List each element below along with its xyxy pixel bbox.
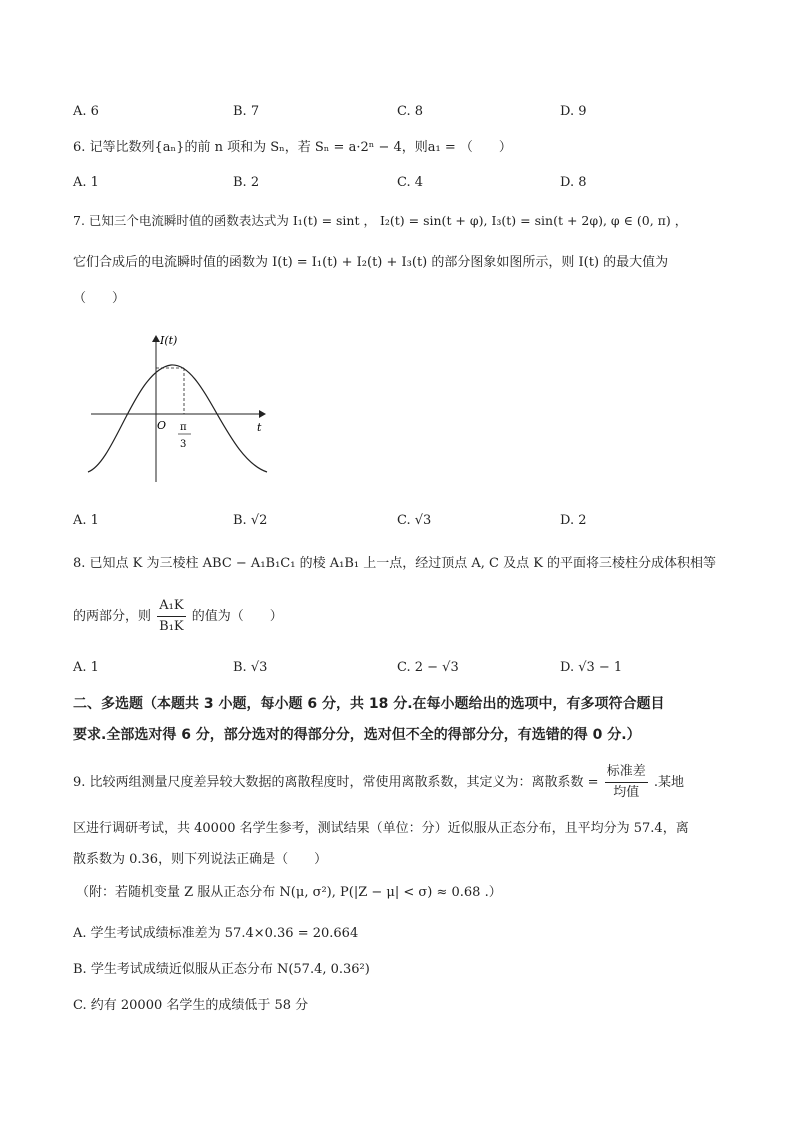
q9-option-a: A. 学生考试成绩标准差为 57.4×0.36 = 20.664 [73, 926, 359, 941]
q9-fraction [605, 762, 648, 803]
q6-option-b: B. 2 [233, 175, 260, 190]
q9-line1-suffix: .某地 [653, 775, 684, 790]
q7-stem-line2: 它们合成后的电流瞬时值的函数为 I(t) = I₁(t) + I₂(t) + I₃(t) 的部分图象如图所示，则 I(t) 的最大值为 [73, 255, 669, 270]
q8-stem-line2 [73, 596, 283, 637]
q8-option-b: B. √3 [233, 660, 268, 675]
q7-option-a: A. 1 [73, 513, 99, 528]
section2-heading-line1: 二、多选题（本题共 3 小题，每小题 6 分，共 18 分.在每小题给出的选项中，有多项符合题目 [73, 696, 665, 712]
sine-curve [88, 365, 267, 472]
y-axis-label: I(t) [160, 334, 178, 347]
section2-heading-line2: 要求.全部选对得 6 分，部分选对的得部分分，选对但不全的得部分分，有选错的得 0 分.） [73, 727, 641, 743]
q7-stem-line1: 7. 已知三个电流瞬时值的函数表达式为 I₁(t) = sint ， I₂(t) = sin(t + φ), I₃(t) = sin(t + 2φ), φ ∈ (0, π) ， [73, 213, 688, 228]
q6-option-d: D. 8 [560, 175, 587, 190]
q5-option-b: B. 7 [233, 104, 260, 119]
q8-option-a: A. 1 [73, 660, 99, 675]
q8-line2-suffix: 的值为（ ） [191, 609, 283, 624]
q8-fraction [157, 596, 185, 637]
q8-fraction-numerator: A₁K [157, 596, 185, 617]
q9-line1-prefix: 9. 比较两组测量尺度差异较大数据的离散程度时，常使用离散系数，其定义为：离散系数 = [73, 775, 599, 790]
q7-option-c: C. √3 [397, 513, 432, 528]
q8-line2-prefix: 的两部分，则 [73, 609, 152, 624]
q9-option-c: C. 约有 20000 名学生的成绩低于 58 分 [73, 998, 309, 1013]
q6-option-c: C. 4 [397, 175, 424, 190]
q8-stem-line1: 8. 已知点 K 为三棱柱 ABC − A₁B₁C₁ 的棱 A₁B₁ 上一点，经过顶点 A, C 及点 K 的平面将三棱柱分成体积相等 [73, 556, 717, 571]
q5-option-d: D. 9 [560, 104, 587, 119]
q9-stem-line1 [73, 762, 684, 803]
tick-numerator: π [180, 422, 187, 433]
q5-option-c: C. 8 [397, 104, 424, 119]
q9-stem-line3: 散系数为 0.36，则下列说法正确是（ ） [73, 852, 328, 867]
tick-denominator: 3 [180, 439, 187, 450]
q8-option-d: D. √3 − 1 [560, 660, 623, 675]
q9-note: （附：若随机变量 Z 服从正态分布 N(μ, σ²), P(|Z − μ| < σ) ≈ 0.68 .） [76, 885, 502, 900]
q7-option-d: D. 2 [560, 513, 587, 528]
x-axis-label: t [257, 421, 262, 434]
q9-option-b: B. 学生考试成绩近似服从正态分布 N(57.4, 0.36²) [73, 962, 370, 977]
q9-fraction-denominator: 均值 [613, 785, 640, 800]
q6-stem: 6. 记等比数列{aₙ}的前 n 项和为 Sₙ，若 Sₙ = a·2ⁿ − 4，则a₁ = （ ） [73, 140, 512, 155]
q7-stem-line3: （ ） [73, 291, 126, 306]
q9-stem-line2: 区进行调研考试，共 40000 名学生参考，测试结果（单位：分）近似服从正态分布，且平均分为 57.4，离 [73, 821, 689, 836]
q5-option-a: A. 6 [73, 104, 99, 119]
q6-option-a: A. 1 [73, 175, 99, 190]
origin-label: O [157, 419, 167, 432]
q7-graph [85, 330, 275, 490]
q7-option-b: B. √2 [233, 513, 268, 528]
q8-option-c: C. 2 − √3 [397, 660, 459, 675]
q9-fraction-numerator: 标准差 [605, 762, 648, 783]
q8-fraction-denominator: B₁K [159, 619, 184, 634]
